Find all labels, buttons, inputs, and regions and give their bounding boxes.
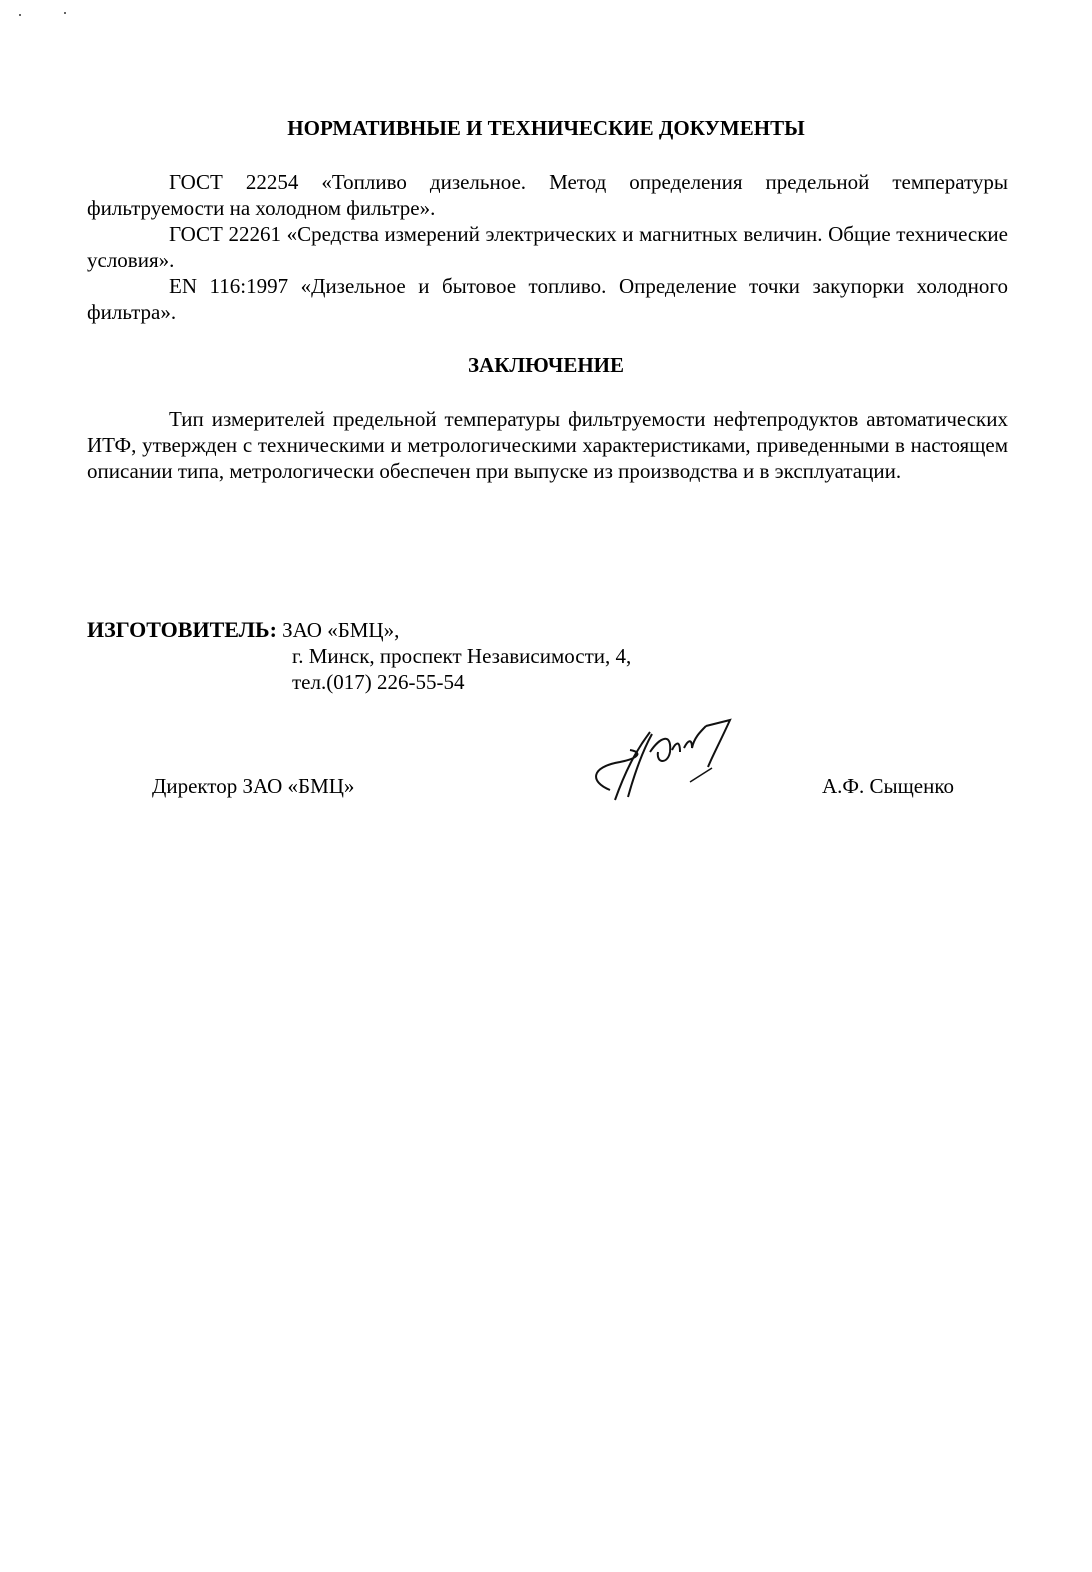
signatory-name: А.Ф. Сыщенко [822,774,954,798]
manufacturer-label: ИЗГОТОВИТЕЛЬ: [87,617,277,642]
manufacturer-block [87,616,399,644]
conclusion-text: Тип измерителей предельной температуры фильтруемости нефтепродуктов автоматических ИТФ, утвержден с техническими и метрологическими характеристиками, приведенными в настоящем описании типа, метрологически обеспечен при выпуске из производства и в эксплуатации. [87,407,1008,483]
signatory-position: Директор ЗАО «БМЦ» [152,774,355,798]
manufacturer-name: ЗАО «БМЦ», [282,618,400,642]
manufacturer-phone: тел.(017) 226-55-54 [292,670,465,694]
handwritten-signature [580,712,750,807]
scan-speck [19,14,21,16]
section-title-conclusion: ЗАКЛЮЧЕНИЕ [467,353,625,377]
scan-speck [64,12,66,14]
manufacturer-address: г. Минск, проспект Независимости, 4, [292,644,632,668]
document-reference-gost-22254: ГОСТ 22254 «Топливо дизельное. Метод определения предельной температуры фильтруемости на холодном фильтре». [87,170,1008,220]
section-title-normative-documents: НОРМАТИВНЫЕ И ТЕХНИЧЕСКИЕ ДОКУМЕНТЫ [287,116,805,140]
document-reference-gost-22261: ГОСТ 22261 «Средства измерений электрических и магнитных величин. Общие технические условия». [87,222,1008,272]
document-reference-en-116: EN 116:1997 «Дизельное и бытовое топливо. Определение точки закупорки холодного фильтра». [87,274,1008,324]
